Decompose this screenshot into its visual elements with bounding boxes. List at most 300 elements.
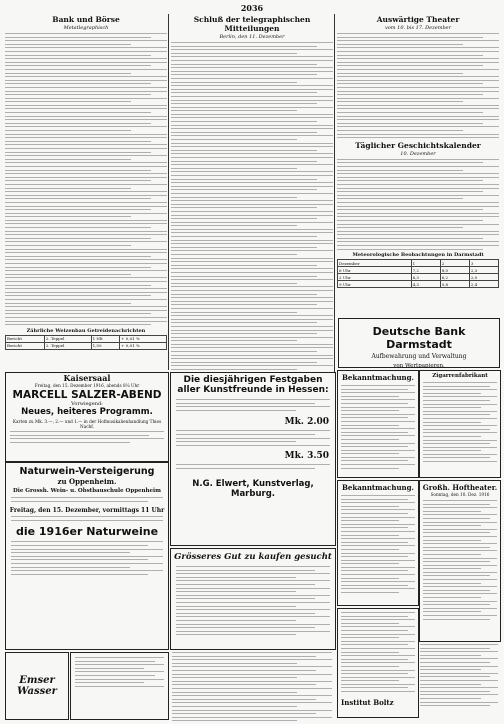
text-line (171, 107, 333, 108)
text-line (337, 241, 499, 242)
text-line (5, 270, 167, 271)
text-line (171, 46, 317, 47)
hoftheater-title: Großh. Hoftheater. (422, 483, 498, 492)
text-line (171, 82, 297, 83)
emser-logo-text: Emser Wasser (17, 675, 57, 697)
text-line (5, 134, 167, 135)
text-line (171, 315, 333, 316)
text-line (5, 144, 167, 145)
text-line (171, 135, 333, 136)
text-line (5, 105, 167, 106)
text-line (171, 193, 333, 194)
stock-table (5, 335, 167, 350)
naturwein-year: die 1916er Naturweine (15, 525, 159, 539)
text-line (5, 206, 167, 207)
naturwein-ad (5, 462, 169, 650)
column-bank-boerse (5, 14, 167, 370)
text-line (337, 101, 463, 102)
text-line (5, 295, 151, 296)
text-line (171, 247, 317, 248)
text-line (337, 166, 499, 167)
text-line (171, 207, 317, 208)
text-line (171, 286, 333, 287)
naturwein-date: Freitag, den 15. Dezember, vormittags 11 Uhr (9, 507, 165, 515)
text-line (337, 245, 499, 246)
text-line (337, 170, 463, 171)
text-line (337, 220, 483, 221)
text-line (5, 80, 167, 81)
bank-subheading: Metatlegraphisch (63, 25, 109, 31)
table-row: 6 Uhr 7,2 8,0 2,3 (338, 267, 499, 274)
text-line (337, 231, 499, 232)
text-line (5, 288, 167, 289)
text-line (337, 206, 499, 207)
weather-heading: Meteorologische Beobachtungen in Darmstadt (352, 252, 484, 259)
festgaben-ad (170, 372, 336, 546)
text-line (171, 308, 333, 309)
vorwiegend-label: Vorwiegend: (71, 401, 103, 407)
text-line (337, 191, 483, 192)
text-line (5, 87, 167, 88)
text-line (171, 64, 317, 65)
text-line (171, 365, 333, 366)
text-line (337, 224, 499, 225)
text-line (171, 304, 317, 305)
text-line (337, 238, 483, 239)
text-line (337, 112, 483, 113)
text-line (337, 162, 483, 163)
zigarren-ad (419, 370, 501, 478)
text-line (171, 85, 333, 86)
bank-ad-sub: Aufbewahrung und Verwaltung (371, 353, 467, 360)
hoftheater-date: Sonntag, den 10. Dez. 1916 (430, 492, 490, 497)
theater-heading: Auswärtige Theater (376, 15, 460, 24)
column-rule (168, 14, 169, 370)
text-line (5, 119, 167, 120)
text-line (337, 51, 499, 52)
text-line (171, 312, 297, 313)
right-bottom-text (420, 644, 498, 709)
text-line (5, 191, 167, 192)
text-line (171, 100, 333, 101)
text-line (171, 146, 333, 147)
text-line (5, 141, 151, 142)
text-line (171, 243, 333, 244)
stock-heading: Zährliche Weizenbau Getreidenachrichten (26, 327, 146, 334)
text-line (337, 91, 499, 92)
emser-wasser-ad (5, 652, 69, 720)
text-line (337, 62, 499, 63)
text-line (5, 256, 151, 257)
text-line (171, 236, 317, 237)
text-line (5, 137, 167, 138)
text-line (171, 60, 333, 61)
text-line (5, 277, 167, 278)
text-line (5, 249, 167, 250)
text-line (171, 330, 333, 331)
text-line (171, 71, 333, 72)
theater-text-block (337, 33, 499, 138)
text-line (5, 162, 167, 163)
marcell-salzer-title: MARCELL SALZER-ABEND (12, 389, 162, 401)
text-line (171, 128, 333, 129)
text-line (337, 65, 483, 66)
groesseres-text (171, 562, 335, 642)
text-line (171, 322, 317, 323)
table-row: 2 Uhr 6,3 6,2 2,0 (338, 274, 499, 281)
text-line (337, 98, 499, 99)
text-line (171, 265, 317, 266)
text-line (337, 202, 499, 203)
text-line (5, 321, 167, 322)
elwert-publisher: N.G. Elwert, Kunstverlag, Marburg. (192, 478, 314, 499)
table-row: 9 Uhr 4,3 5,8 2,4 (338, 281, 499, 288)
telegraph-text-block (171, 42, 333, 370)
text-line (5, 259, 167, 260)
program-title: Neues, heiteres Programm. (21, 407, 153, 417)
text-line (5, 198, 151, 199)
text-line (171, 301, 333, 302)
bank-text-block (5, 33, 167, 325)
table-row: Dezember 1 2 3 (338, 260, 499, 267)
text-line (171, 49, 333, 50)
text-line (171, 211, 333, 212)
text-line (5, 73, 131, 74)
text-line (337, 37, 483, 38)
text-line (171, 197, 297, 198)
text-line (5, 303, 131, 304)
text-line (171, 340, 297, 341)
text-line (5, 209, 151, 210)
telegraph-heading: Schluß der telegraphischen Mitteilungen (193, 15, 311, 33)
lower-middle-text (172, 652, 332, 724)
institut-boltz-title: Institut Boltz (341, 697, 394, 707)
festgaben-title: Die diesjährigen Festgaben (183, 375, 323, 385)
text-line (337, 134, 499, 135)
calendar-text-block (337, 159, 499, 250)
text-line (171, 78, 333, 79)
page-number: 2036 (240, 3, 264, 13)
text-line (171, 337, 333, 338)
calendar-subheading: 10. Dezember (400, 150, 436, 157)
institut-boltz-ad (337, 608, 419, 718)
text-line (171, 326, 333, 327)
bekanntmachung-title-2: Bekanntmachung. (342, 483, 414, 492)
text-line (171, 362, 317, 363)
text-line (5, 76, 167, 77)
text-line (5, 83, 151, 84)
text-line (5, 166, 167, 167)
text-line (5, 292, 167, 293)
text-line (5, 220, 167, 221)
text-line (171, 125, 333, 126)
text-line (171, 114, 333, 115)
text-line (171, 297, 333, 298)
text-line (5, 263, 167, 264)
text-line (171, 89, 333, 90)
text-line (5, 58, 167, 59)
text-line (171, 218, 317, 219)
text-line (171, 268, 333, 269)
bank-ad-sub2: von Wertpapieren. (393, 363, 445, 369)
calendar-heading: Täglicher Geschichtskalender (355, 140, 481, 150)
text-line (337, 216, 499, 217)
text-line (5, 123, 151, 124)
text-line (5, 188, 131, 189)
table-row: Bericht 2. Teppel 1 Nlt + 0,01 % (6, 335, 167, 342)
text-line (5, 51, 167, 52)
text-line (5, 317, 167, 318)
text-line (171, 182, 333, 183)
naturwein-org: Die Grossh. Wein- u. Obstbauschule Oppenheim (13, 488, 161, 494)
text-line (337, 76, 499, 77)
text-line (337, 123, 483, 124)
text-line (5, 310, 167, 311)
text-line (337, 94, 483, 95)
text-line (5, 62, 167, 63)
kaisersaal-date: Freitag, den 15. Dezember 1916, abends 8¼ Uhr (34, 383, 140, 388)
text-line (171, 42, 333, 43)
text-line (5, 216, 131, 217)
text-line (5, 40, 167, 41)
text-line (5, 155, 167, 156)
text-line (171, 254, 297, 255)
text-line (171, 276, 317, 277)
text-line (5, 112, 151, 113)
text-line (171, 272, 333, 273)
naturwein-title: Naturwein-Versteigerung (19, 466, 155, 477)
text-line (337, 69, 499, 70)
text-line (5, 69, 167, 70)
bank-ad-title: Deutsche Bank Darmstadt (372, 325, 466, 351)
text-line (171, 344, 333, 345)
text-line (171, 110, 297, 111)
text-line (171, 96, 333, 97)
text-line (5, 195, 167, 196)
text-line (171, 283, 297, 284)
text-line (5, 213, 167, 214)
text-line (171, 143, 333, 144)
festgaben-subtitle: aller Kunstfreunde in Hessen: (177, 385, 329, 395)
text-line (5, 159, 131, 160)
text-line (171, 258, 333, 259)
bekanntmachung-title-1: Bekanntmachung. (342, 373, 414, 382)
text-line (171, 200, 333, 201)
text-line (171, 150, 317, 151)
text-line (5, 148, 167, 149)
text-line (171, 132, 317, 133)
text-line (337, 83, 483, 84)
text-line (5, 33, 167, 34)
text-line (5, 267, 151, 268)
naturwein-text (6, 494, 168, 507)
text-line (171, 222, 333, 223)
text-line (171, 53, 297, 54)
text-line (171, 232, 333, 233)
text-line (337, 126, 499, 127)
text-line (5, 91, 167, 92)
text-line (5, 44, 131, 45)
text-line (337, 47, 499, 48)
text-line (5, 101, 131, 102)
table-row: Bericht 2. Teppel 1,50 + 0,01 % (6, 342, 167, 349)
text-line (337, 116, 499, 117)
theater-subheading: vom 10. bis 17. Dezember (384, 25, 452, 31)
groesseres-title: Grösseres Gut zu kaufen gesucht (174, 552, 332, 562)
text-line (171, 189, 317, 190)
text-line (171, 157, 333, 158)
text-line (171, 171, 333, 172)
text-line (337, 213, 499, 214)
text-line (5, 285, 151, 286)
text-line (337, 108, 499, 109)
text-line (5, 306, 167, 307)
text-line (337, 209, 483, 210)
text-line (5, 281, 167, 282)
text-line (5, 241, 167, 242)
text-line (337, 177, 499, 178)
text-line (5, 184, 167, 185)
text-line (5, 252, 167, 253)
weather-table (337, 259, 499, 288)
telegraph-subheading: Berlin, den 11. Dezember (219, 34, 285, 40)
column-rule (334, 14, 335, 374)
text-line (337, 227, 463, 228)
text-line (337, 198, 463, 199)
text-line (171, 358, 333, 359)
kaisersaal-fine-print (6, 429, 168, 447)
text-line (337, 105, 499, 106)
text-line (171, 67, 333, 68)
text-line (171, 117, 333, 118)
text-line (337, 184, 499, 185)
text-line (5, 274, 131, 275)
groesseres-gut-ad (170, 548, 336, 650)
text-line (337, 159, 499, 160)
text-line (5, 94, 151, 95)
text-line (5, 170, 151, 171)
kaisersaal-ad (5, 372, 169, 462)
text-line (337, 40, 499, 41)
text-line (337, 234, 499, 235)
text-line (171, 294, 317, 295)
text-line (5, 313, 151, 314)
text-line (171, 351, 317, 352)
text-line (171, 347, 333, 348)
bekanntmachung-1 (337, 370, 419, 478)
text-line (171, 250, 333, 251)
text-line (5, 152, 151, 153)
text-line (5, 130, 131, 131)
text-line (171, 279, 333, 280)
text-line (5, 108, 167, 109)
festgaben-list (171, 395, 335, 417)
text-line (5, 180, 151, 181)
text-line (171, 164, 333, 165)
text-line (171, 92, 317, 93)
zigarren-title: Zigarrenfabrikant (432, 373, 488, 379)
text-line (171, 204, 333, 205)
deutsche-bank-ad (338, 318, 500, 368)
text-line (171, 56, 333, 57)
text-line (337, 195, 499, 196)
text-line (171, 290, 333, 291)
text-line (5, 116, 167, 117)
text-line (5, 55, 151, 56)
text-line (337, 58, 499, 59)
text-line (171, 319, 333, 320)
text-line (171, 153, 333, 154)
text-line (171, 168, 297, 169)
text-line (5, 177, 167, 178)
text-line (5, 98, 167, 99)
text-line (337, 130, 463, 131)
text-line (171, 225, 297, 226)
text-line (171, 121, 317, 122)
text-line (171, 103, 317, 104)
text-line (5, 299, 167, 300)
text-line (171, 175, 333, 176)
price-1: Mk. 2.00 (284, 417, 329, 428)
text-line (5, 245, 131, 246)
text-line (337, 44, 463, 45)
text-line (337, 180, 483, 181)
text-line (337, 173, 499, 174)
hoftheater-ad (419, 480, 501, 642)
text-line (5, 223, 167, 224)
text-line (5, 234, 167, 235)
text-line (337, 33, 499, 34)
bekanntmachung-2 (337, 480, 419, 606)
text-line (337, 73, 463, 74)
text-line (337, 137, 499, 138)
text-line (5, 126, 167, 127)
text-line (171, 229, 333, 230)
text-line (171, 261, 333, 262)
text-line (5, 65, 151, 66)
text-line (171, 139, 297, 140)
text-line (337, 249, 483, 250)
karten-text: Karten zu Mk. 3.—, 2.— und 1.— in der Hofmusikalienhandlung Thies Nachf. (12, 419, 162, 429)
text-line (171, 186, 333, 187)
text-line (5, 47, 167, 48)
text-line (5, 173, 167, 174)
bank-heading: Bank und Börse (52, 15, 120, 24)
text-line (337, 55, 483, 56)
text-line (337, 80, 499, 81)
text-line (5, 231, 167, 232)
emser-text-ad (70, 652, 169, 720)
text-line (171, 74, 317, 75)
text-line (171, 161, 317, 162)
text-line (5, 37, 151, 38)
text-line (337, 188, 499, 189)
naturwein-place: zu Oppenheim. (57, 477, 117, 486)
text-line (5, 227, 151, 228)
text-line (171, 333, 317, 334)
text-line (171, 369, 297, 370)
text-line (5, 238, 151, 239)
text-line (171, 240, 333, 241)
text-line (171, 179, 317, 180)
text-line (337, 119, 499, 120)
naturwein-fine-print (6, 538, 168, 580)
kaisersaal-title: Kaisersaal (63, 373, 111, 383)
text-line (171, 355, 333, 356)
text-line (5, 202, 167, 203)
price-2: Mk. 3.50 (284, 451, 329, 462)
column-telegraph (171, 14, 333, 370)
